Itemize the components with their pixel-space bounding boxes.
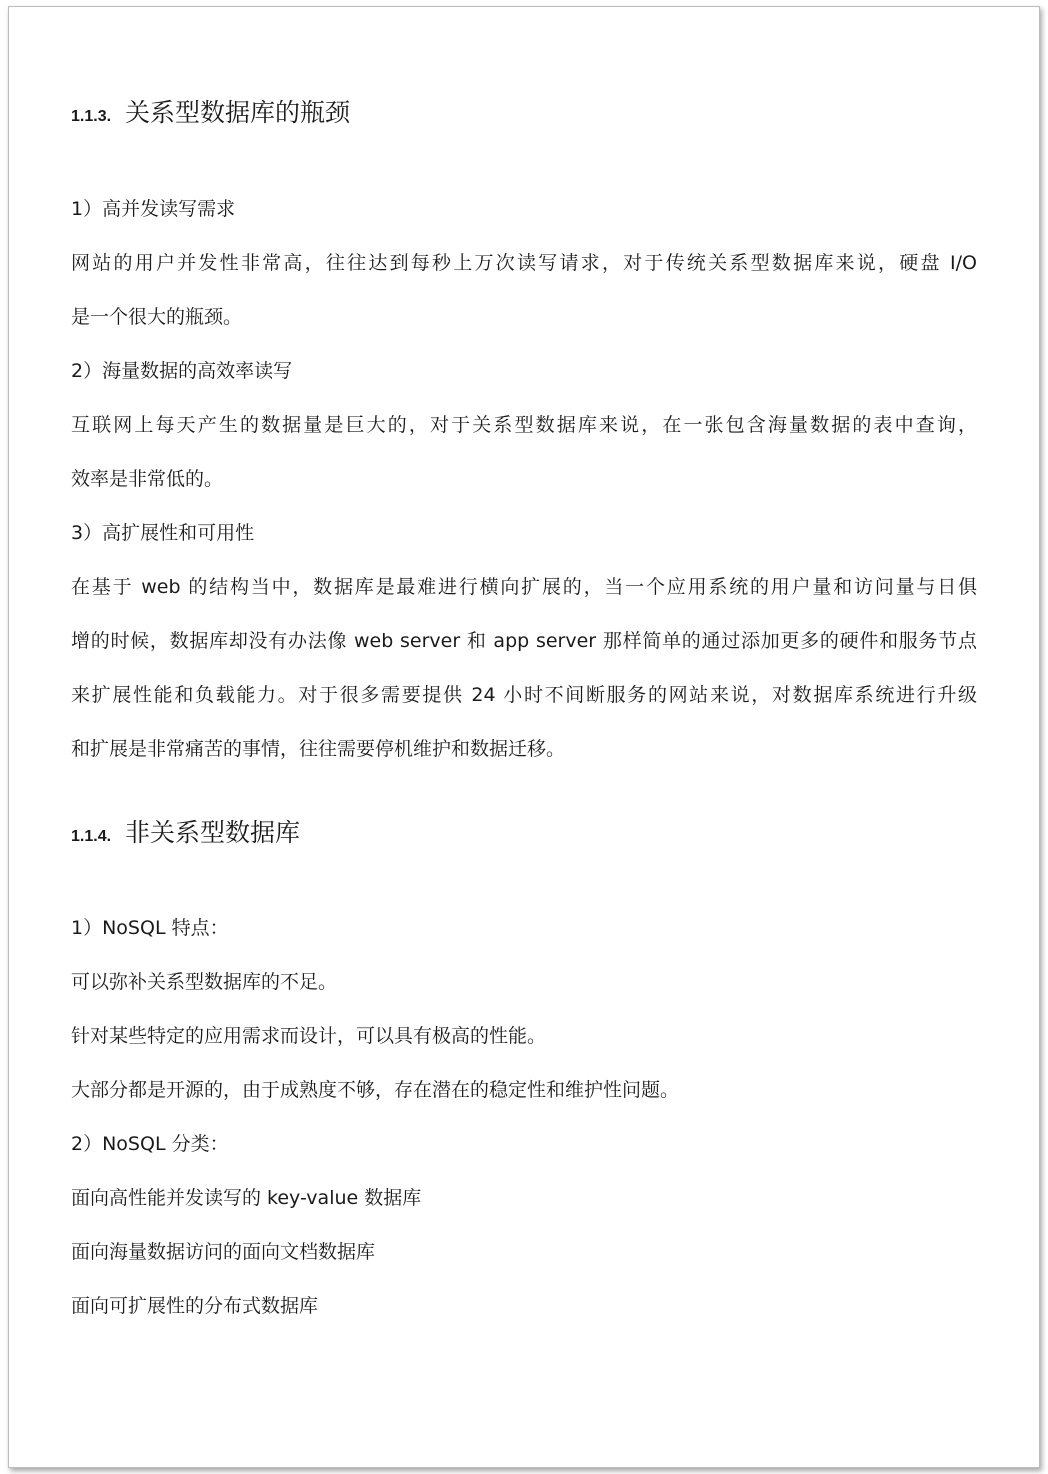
section-title: 非关系型数据库: [125, 818, 301, 847]
list-item: 大部分都是开源的，由于成熟度不够，存在潜在的稳定性和维护性问题。: [71, 1079, 680, 1101]
section-number: 1.1.3.: [71, 108, 112, 125]
list-item: 针对某些特定的应用需求而设计，可以具有极高的性能。: [71, 1025, 547, 1047]
item-title-scalability: 3）高扩展性和可用性: [71, 522, 255, 544]
item-title-nosql-features: 1）NoSQL 特点：: [71, 917, 229, 939]
section-heading-1-1-3: [71, 93, 350, 129]
section-heading-1-1-4: [71, 813, 300, 849]
paragraph-line: 在基于 web 的结构当中，数据库是最难进行横向扩展的，当一个应用系统的用户量和访问量与日俱: [71, 576, 977, 598]
paragraph-line: 和扩展是非常痛苦的事情，往往需要停机维护和数据迁移。: [71, 738, 566, 760]
paragraph-line: 效率是非常低的。: [71, 468, 224, 490]
item-title-massive-data: 2）海量数据的高效率读写: [71, 360, 293, 382]
paragraph-line: 网站的用户并发性非常高，往往达到每秒上万次读写请求，对于传统关系型数据库来说，硬盘 I/O: [71, 252, 977, 274]
paragraph-line: 来扩展性能和负载能力。对于很多需要提供 24 小时不间断服务的网站来说，对数据库系统进行升级: [71, 684, 977, 706]
section-number: 1.1.4.: [71, 828, 112, 845]
list-item: 可以弥补关系型数据库的不足。: [71, 971, 338, 993]
list-item: 面向高性能并发读写的 key-value 数据库: [71, 1187, 422, 1209]
list-item: 面向海量数据访问的面向文档数据库: [71, 1241, 376, 1263]
document-page: [8, 6, 1040, 1468]
paragraph-line: 是一个很大的瓶颈。: [71, 306, 243, 328]
section-title: 关系型数据库的瓶颈: [125, 98, 351, 127]
list-item: 面向可扩展性的分布式数据库: [71, 1295, 319, 1317]
item-title-high-concurrency: 1）高并发读写需求: [71, 198, 236, 220]
paragraph-line: 互联网上每天产生的数据量是巨大的，对于关系型数据库来说，在一张包含海量数据的表中查询，: [71, 414, 977, 436]
paragraph-line: 增的时候，数据库却没有办法像 web server 和 app server 那样简单的通过添加更多的硬件和服务节点: [71, 630, 977, 652]
item-title-nosql-categories: 2）NoSQL 分类：: [71, 1133, 229, 1155]
